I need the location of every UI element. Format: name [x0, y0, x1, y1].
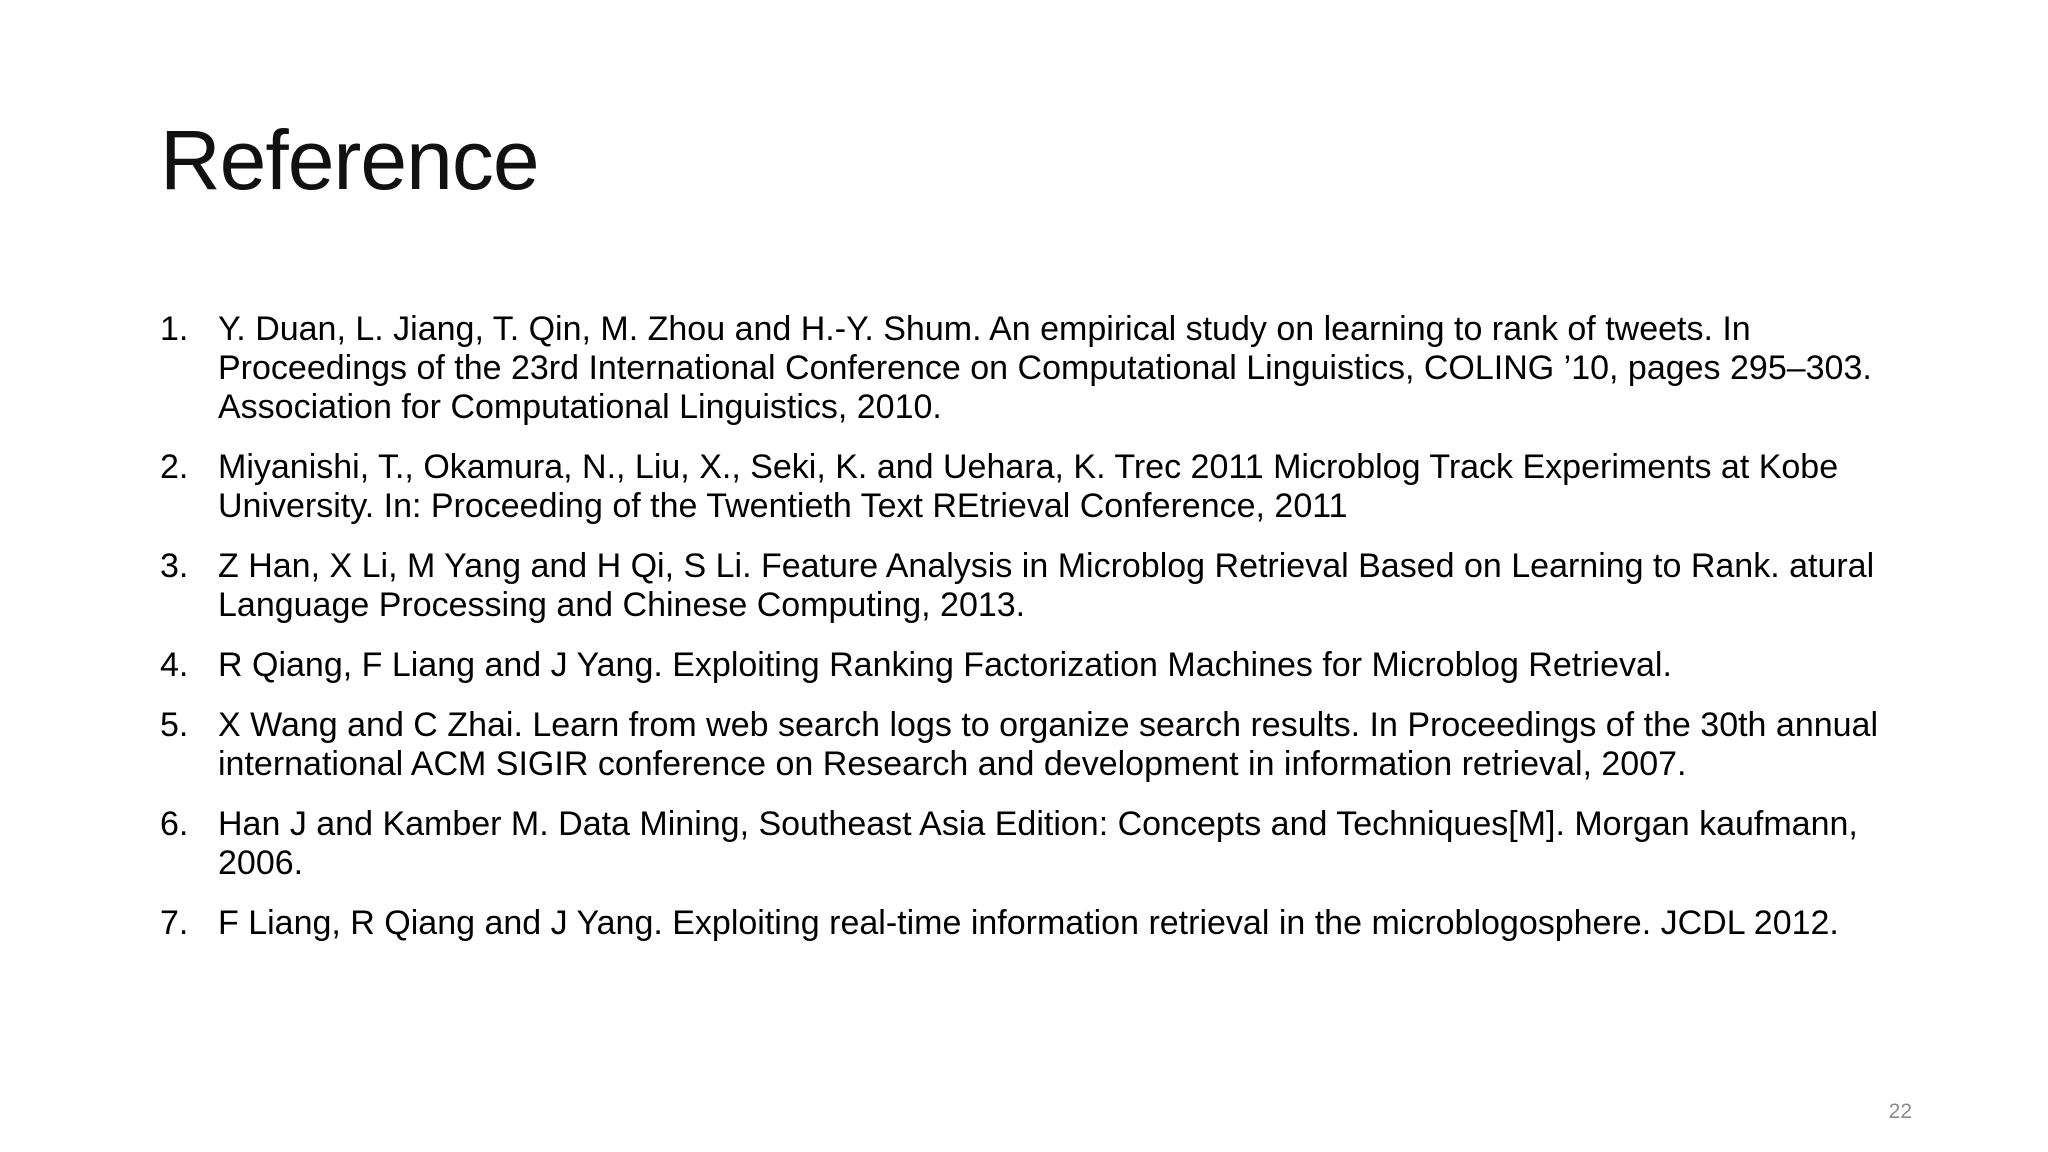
reference-number: 6.: [160, 805, 189, 843]
reference-text: F Liang, R Qiang and J Yang. Exploiting real-time information retrieval in the microblogosphere. JCDL 2012.: [218, 904, 1839, 942]
reference-list: [160, 310, 1920, 964]
reference-item: [160, 904, 1920, 943]
reference-item: [160, 310, 1920, 427]
reference-text: Y. Duan, L. Jiang, T. Qin, M. Zhou and H.-Y. Shum. An empirical study on learning to rank of tweets. In Proceedings of the 23rd International Conference on Computational Linguistics, COLING ’10, pages 295–303. Association for Computational Linguistics, 2010.: [218, 310, 1872, 426]
reference-item: [160, 547, 1920, 625]
reference-text: Miyanishi, T., Okamura, N., Liu, X., Seki, K. and Uehara, K. Trec 2011 Microblog Track Experiments at Kobe University. In: Proceeding of the Twentieth Text REtrieval Conference, 2011: [218, 448, 1839, 525]
reference-text: R Qiang, F Liang and J Yang. Exploiting Ranking Factorization Machines for Microblog Retrieval.: [218, 646, 1672, 684]
reference-text: Z Han, X Li, M Yang and H Qi, S Li. Feature Analysis in Microblog Retrieval Based on Learning to Rank. atural Language Processing and Chinese Computing, 2013.: [218, 547, 1875, 624]
reference-number: 7.: [160, 904, 189, 942]
reference-item: [160, 646, 1920, 685]
reference-item: [160, 448, 1920, 526]
reference-item: [160, 805, 1920, 883]
reference-number: 4.: [160, 646, 189, 684]
page-number: 22: [1888, 1100, 1912, 1123]
reference-number: 5.: [160, 706, 189, 744]
slide-title: Reference: [160, 113, 539, 207]
reference-item: [160, 706, 1920, 784]
reference-number: 2.: [160, 448, 189, 486]
reference-number: 1.: [160, 310, 189, 348]
reference-number: 3.: [160, 547, 189, 585]
reference-text: Han J and Kamber M. Data Mining, Southeast Asia Edition: Concepts and Techniques[M]. Morgan kaufmann, 2006.: [218, 805, 1858, 882]
reference-text: X Wang and C Zhai. Learn from web search logs to organize search results. In Proceedings of the 30th annual international ACM SIGIR conference on Research and development in information retrieval, 2007.: [218, 706, 1879, 783]
